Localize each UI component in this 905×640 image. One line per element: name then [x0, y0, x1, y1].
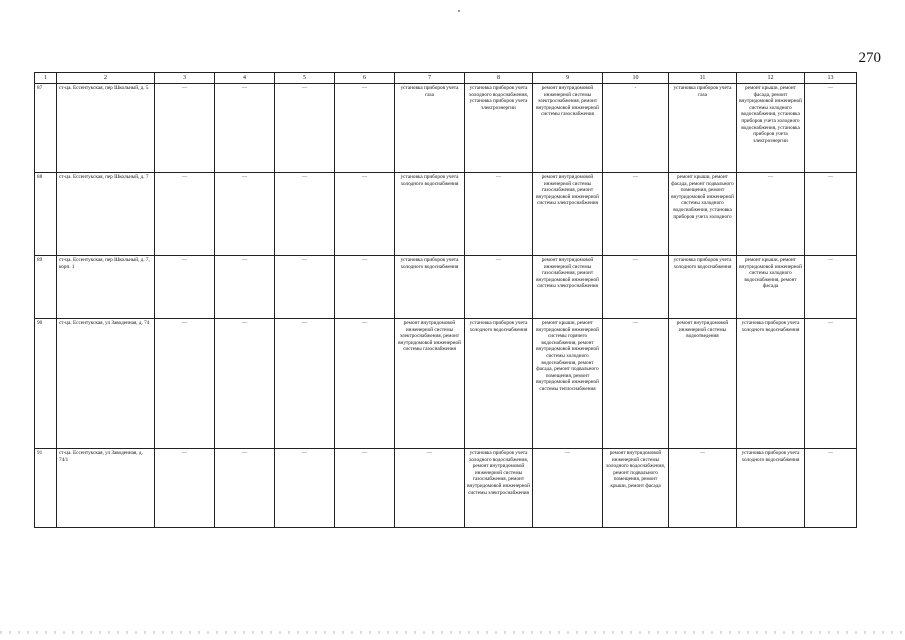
- table-cell: установка приборов учета газа: [669, 84, 737, 173]
- table-cell: —: [603, 173, 669, 256]
- table-cell: —: [275, 173, 335, 256]
- table-cell: —: [275, 449, 335, 528]
- table-cell: —: [335, 449, 395, 528]
- address-cell: ст-ца. Ессентукская, пер Школьный, д. 7, корп. 1: [57, 256, 155, 319]
- table-cell: установка приборов учета холодного водоснабжения: [395, 173, 465, 256]
- table-cell: ремонт внутридомовой инженерной системы холодного водоснабжения, ремонт подвального помещения, ремонт крыши, ремонт фасада: [603, 449, 669, 528]
- table-cell: —: [805, 173, 857, 256]
- table-cell: —: [805, 256, 857, 319]
- table-cell: ремонт внутридомовой инженерной системы электроснабжения, ремонт внутридомовой инженерной системы газоснабжения: [533, 84, 603, 173]
- table-cell: —: [275, 319, 335, 449]
- table-cell: —: [275, 256, 335, 319]
- col-header: 10: [603, 73, 669, 84]
- table-cell: —: [395, 449, 465, 528]
- table-cell: —: [335, 173, 395, 256]
- table-row: [35, 256, 857, 319]
- table-cell: ремонт внутридомовой инженерной системы электроснабжения, ремонт внутридомовой инженерной системы газоснабжения: [395, 319, 465, 449]
- table-cell: ремонт крыши, ремонт фасада, ремонт внутридомовой инженерной системы холодного водоснабжения, установка приборов учета холодного водоснабжения, установка приборов учета электроэнергии: [737, 84, 805, 173]
- table-cell: —: [215, 84, 275, 173]
- table-cell: установка приборов учета холодного водоснабжения: [737, 449, 805, 528]
- table-row: [35, 84, 857, 173]
- table-cell: —: [669, 449, 737, 528]
- table-cell: установка приборов учета холодного водоснабжения, установка приборов учета электроэнергии: [465, 84, 533, 173]
- table-cell: ремонт крыши, ремонт внутридомовой инженерной системы холодного водоснабжения, ремонт фасада: [737, 256, 805, 319]
- table-cell: —: [155, 256, 215, 319]
- table-cell: —: [335, 256, 395, 319]
- header-row: [35, 73, 857, 84]
- col-header: 7: [395, 73, 465, 84]
- table-cell: установка приборов учета холодного водоснабжения, ремонт внутридомовой инженерной системы газоснабжения, ремонт внутридомовой инженерной системы электроснабжения: [465, 449, 533, 528]
- table-cell: установка приборов учета газа: [395, 84, 465, 173]
- table-cell: ремонт крыши, ремонт фасада, ремонт подвального помещения, ремонт внутридомовой инженерной системы холодного водоснабжения, установка приборов учета холодного: [669, 173, 737, 256]
- table-cell: —: [215, 319, 275, 449]
- table-cell: —: [275, 84, 335, 173]
- table-cell: установка приборов учета холодного водоснабжения: [669, 256, 737, 319]
- table-cell: —: [335, 84, 395, 173]
- table-cell: -: [603, 84, 669, 173]
- row-number: 89: [35, 256, 57, 319]
- table-cell: ремонт крыши, ремонт внутридомовой инженерной системы горячего водоснабжения, ремонт внутридомовой инженерной системы холодного водоснабжения, ремонт фасада, ремонт подвального помещения, ремонт внутридомовой инженерной системы теплоснабжения: [533, 319, 603, 449]
- row-number: 88: [35, 173, 57, 256]
- row-number: 90: [35, 319, 57, 449]
- table-cell: установка приборов учета холодного водоснабжения: [737, 319, 805, 449]
- table-cell: —: [603, 319, 669, 449]
- address-cell: ст-ца. Ессентукская, ул Заводенная, д. 74: [57, 319, 155, 449]
- table-cell: —: [737, 173, 805, 256]
- page-number: 270: [858, 50, 881, 66]
- table-cell: —: [465, 173, 533, 256]
- row-number: 91: [35, 449, 57, 528]
- col-header: 5: [275, 73, 335, 84]
- col-header: 13: [805, 73, 857, 84]
- col-header: 9: [533, 73, 603, 84]
- table-cell: —: [335, 319, 395, 449]
- table-cell: —: [805, 319, 857, 449]
- row-number: 87: [35, 84, 57, 173]
- work-plan-table: [34, 72, 857, 528]
- col-header: 4: [215, 73, 275, 84]
- col-header: 1: [35, 73, 57, 84]
- col-header: 11: [669, 73, 737, 84]
- table-cell: установка приборов учета холодного водоснабжения: [395, 256, 465, 319]
- table-row: [35, 449, 857, 528]
- col-header: 8: [465, 73, 533, 84]
- scan-artifact-line: [0, 631, 905, 634]
- table-cell: ремонт внутридомовой инженерной системы водоотведения: [669, 319, 737, 449]
- table-cell: —: [533, 449, 603, 528]
- address-cell: ст-ца. Ессентукская, пер Школьный, д. 5: [57, 84, 155, 173]
- address-cell: ст-ца. Ессентукская, ул Заводенная, д. 74/1: [57, 449, 155, 528]
- table-cell: установка приборов учета холодного водоснабжения: [465, 319, 533, 449]
- col-header: 2: [57, 73, 155, 84]
- col-header: 6: [335, 73, 395, 84]
- table-cell: ремонт внутридомовой инженерной системы газоснабжения, ремонт внутридомовой инженерной системы электроснабжения: [533, 256, 603, 319]
- table-cell: —: [805, 84, 857, 173]
- table-cell: ремонт внутридомовой инженерной системы газоснабжения, ремонт внутридомовой инженерной системы электроснабжения: [533, 173, 603, 256]
- col-header: 12: [737, 73, 805, 84]
- scan-speck: [458, 10, 460, 12]
- col-header: 3: [155, 73, 215, 84]
- table-cell: —: [155, 449, 215, 528]
- table-row: [35, 319, 857, 449]
- table-cell: —: [215, 256, 275, 319]
- table-cell: —: [155, 173, 215, 256]
- table-row: [35, 173, 857, 256]
- table-cell: —: [155, 84, 215, 173]
- table-cell: —: [465, 256, 533, 319]
- table-cell: —: [603, 256, 669, 319]
- table-cell: —: [155, 319, 215, 449]
- address-cell: ст-ца. Ессентукская, пер Школьный, д. 7: [57, 173, 155, 256]
- table-cell: —: [805, 449, 857, 528]
- table-cell: —: [215, 449, 275, 528]
- table-cell: —: [215, 173, 275, 256]
